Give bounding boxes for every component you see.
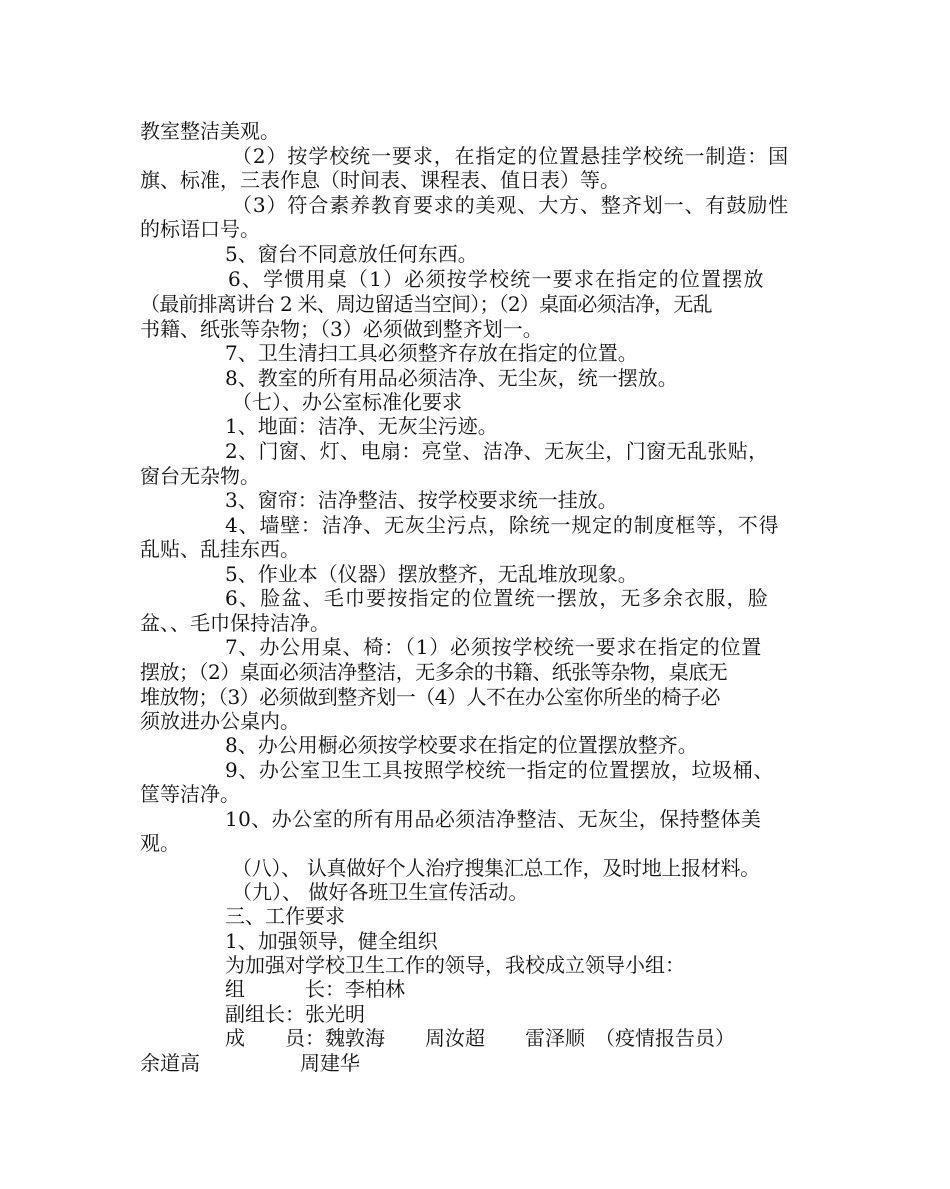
text-line: 筐等洁净。 — [140, 782, 240, 806]
text-line: 5、作业本（仪器）摆放整齐，无乱堆放现象。 — [225, 562, 638, 586]
text-line: 8、办公用橱必须按学校要求在指定的位置摆放整齐。 — [225, 733, 698, 757]
text-line: 9、办公室卫生工具按照学校统一指定的位置摆放，垃圾桶、 — [225, 758, 774, 782]
text-line: 8、教室的所有用品必须洁净、无尘灰，统一摆放。 — [225, 366, 678, 390]
text-line: 10、办公室的所有用品必须洁净整洁、无灰尘，保持整体美 — [225, 807, 762, 831]
text-line: （3）符合素养教育要求的美观、大方、整齐划一、有鼓励性 — [232, 193, 790, 217]
text-line: 观。 — [140, 831, 180, 855]
text-line: 乱贴、乱挂东西。 — [140, 537, 300, 561]
text-line: 5、窗台不同意放任何东西。 — [225, 242, 478, 266]
text-line: 3、窗帘：洁净整洁、按学校要求统一挂放。 — [225, 488, 618, 512]
text-line: 教室整洁美观。 — [140, 119, 280, 143]
text-line: 书籍、纸张等杂物；（3）必须做到整齐划一。 — [140, 317, 543, 341]
text-line: 组 长：李柏林 — [225, 977, 405, 1001]
text-line: 窗台无杂物。 — [140, 464, 260, 488]
text-line: 2、门窗、灯、电扇：亮堂、洁净、无灰尘，门窗无乱张贴， — [225, 439, 769, 463]
text-line: 的标语口号。 — [140, 217, 260, 241]
section-heading: （九）、 做好各班卫生宣传活动。 — [232, 880, 529, 904]
text-line: 为加强对学校卫生工作的领导，我校成立领导小组： — [225, 953, 685, 977]
text-line: 摆放；（2）桌面必须洁净整洁，无多余的书籍、纸张等杂物，桌底无 — [140, 660, 728, 684]
text-line: 须放进办公桌内。 — [140, 709, 300, 733]
section-heading: （八）、 认真做好个人治疗搜集汇总工作，及时地上报材料。 — [232, 856, 760, 880]
text-line: 7、卫生清扫工具必须整齐存放在指定的位置。 — [225, 341, 638, 365]
text-line: 成 员：魏敦海 周汝超 雷泽顺 （疫情报告员） — [225, 1026, 735, 1050]
text-line: 1、加强领导，健全组织 — [225, 929, 438, 953]
text-line: 4、墙壁：洁净、无灰尘污点，除统一规定的制度框等，不得 — [225, 513, 780, 537]
text-line: 旗、标准，三表作息（时间表、课程表、值日表）等。 — [140, 168, 620, 192]
section-heading: 三、工作要求 — [225, 904, 345, 928]
text-line: 6、脸盆、毛巾要按指定的位置统一摆放，无多余衣服，脸 — [225, 586, 769, 610]
text-line: 盆、、毛巾保持洁净。 — [140, 611, 330, 635]
text-line: 6、学惯用桌（1）必须按学校统一要求在指定的位置摆放 — [228, 267, 765, 291]
text-line: 1、地面：洁净、无灰尘污迹。 — [225, 414, 498, 438]
text-line: 余道高 周建华 — [140, 1051, 360, 1075]
text-line: 副组长：张光明 — [225, 1002, 365, 1026]
text-line: （最前排离讲台 2 米、周边留适当空间）；（2）桌面必须洁净，无乱 — [140, 292, 712, 316]
section-heading: （七）、办公室标准化要求 — [232, 390, 462, 414]
text-line: （2）按学校统一要求，在指定的位置悬挂学校统一制造：国 — [232, 144, 790, 168]
text-line: 堆放物；（3）必须做到整齐划一（4）人不在办公室你所坐的椅子必 — [140, 685, 720, 709]
text-line: 7、办公用桌、椅：（1）必须按学校统一要求在指定的位置 — [225, 635, 763, 659]
